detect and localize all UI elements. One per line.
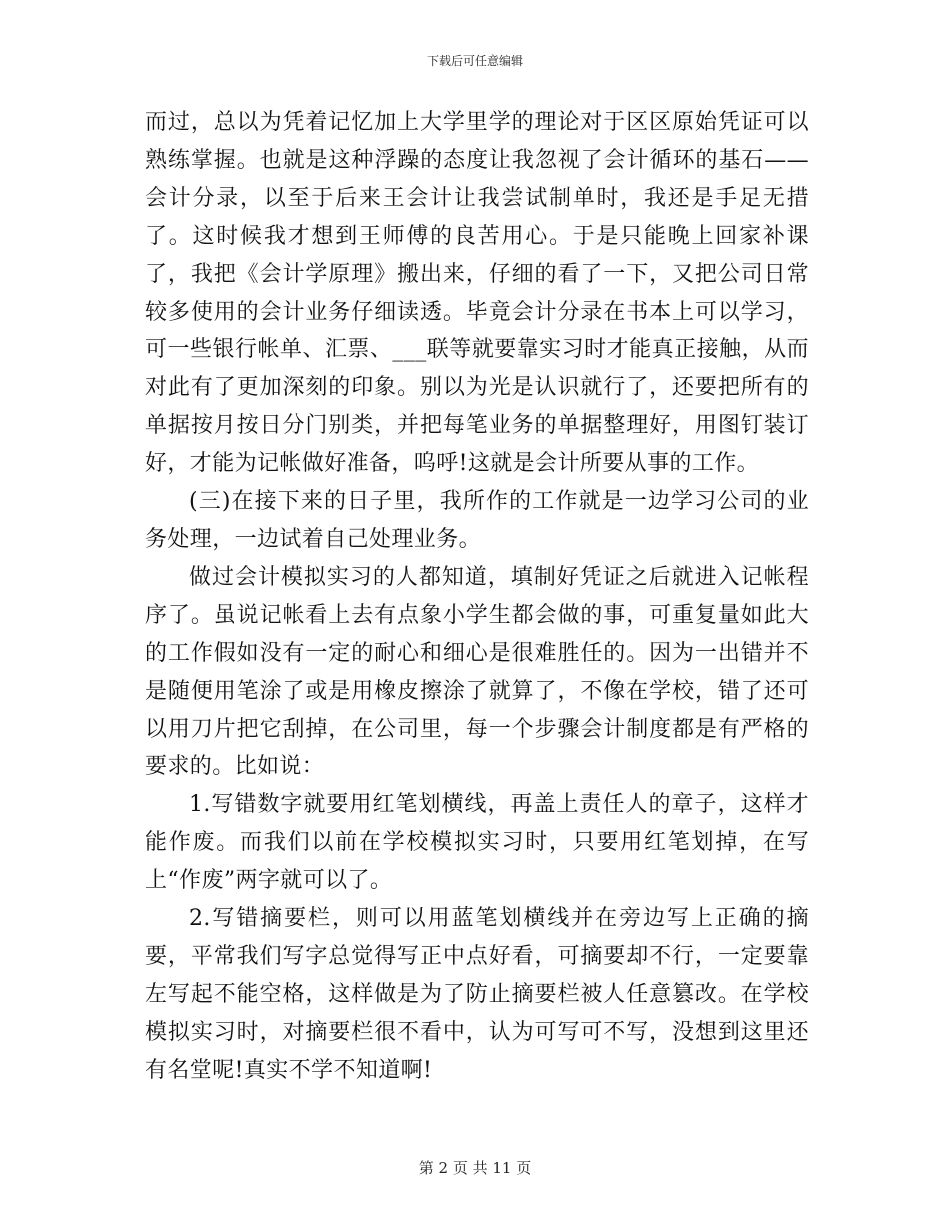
paragraph-5: 2.写错摘要栏，则可以用蓝笔划横线并在旁边写上正确的摘要，平常我们写字总觉得写正中点好看，可摘要却不行，一定要靠左写起不能空格，这样做是为了防止摘要栏被人任意篡改。在学校模拟实习时，对摘要栏很不看中，认为可写可不写，没想到这里还有名堂呢!真实不学不知道啊! [145, 906, 809, 1083]
paragraph-3: 做过会计模拟实习的人都知道，填制好凭证之后就进入记帐程序了。虽说记帐看上去有点象小学生都会做的事，可重复量如此大的工作假如没有一定的耐心和细心是很难胜任的。因为一出错并不是随便用笔涂了或是用橡皮擦涂了就算了，不像在学校，错了还可以用刀片把它刮掉，在公司里，每一个步骤会计制度都是有严格的要求的。比如说： [145, 564, 809, 780]
paragraph-4: 1.写错数字就要用红笔划横线，再盖上责任人的章子，这样才能作废。而我们以前在学校模拟实习时，只要用红笔划掉，在写上“作废”两字就可以了。 [145, 792, 809, 894]
document-body [145, 104, 809, 1090]
paragraph-1: 而过，总以为凭着记忆加上大学里学的理论对于区区原始凭证可以熟练掌握。也就是这种浮躁的态度让我忽视了会计循环的基石——会计分录，以至于后来王会计让我尝试制单时，我还是手足无措了。这时候我才想到王师傅的良苦用心。于是只能晚上回家补课了，我把《会计学原理》搬出来，仔细的看了一下，又把公司日常较多使用的会计业务仔细读透。毕竟会计分录在书本上可以学习，可一些银行帐单、汇票、___联等就要靠实习时才能真正接触，从而对此有了更加深刻的印象。别以为光是认识就行了，还要把所有的单据按月按日分门别类，并把每笔业务的单据整理好，用图钉装订好，才能为记帐做好准备，呜呼!这就是会计所要从事的工作。 [145, 110, 809, 477]
page-header: 下载后可任意编辑 [426, 54, 523, 68]
page-number: 第 2 页 共 11 页 [418, 1159, 532, 1177]
paragraph-2: (三)在接下来的日子里，我所作的工作就是一边学习公司的业务处理，一边试着自己处理业务。 [145, 489, 809, 552]
